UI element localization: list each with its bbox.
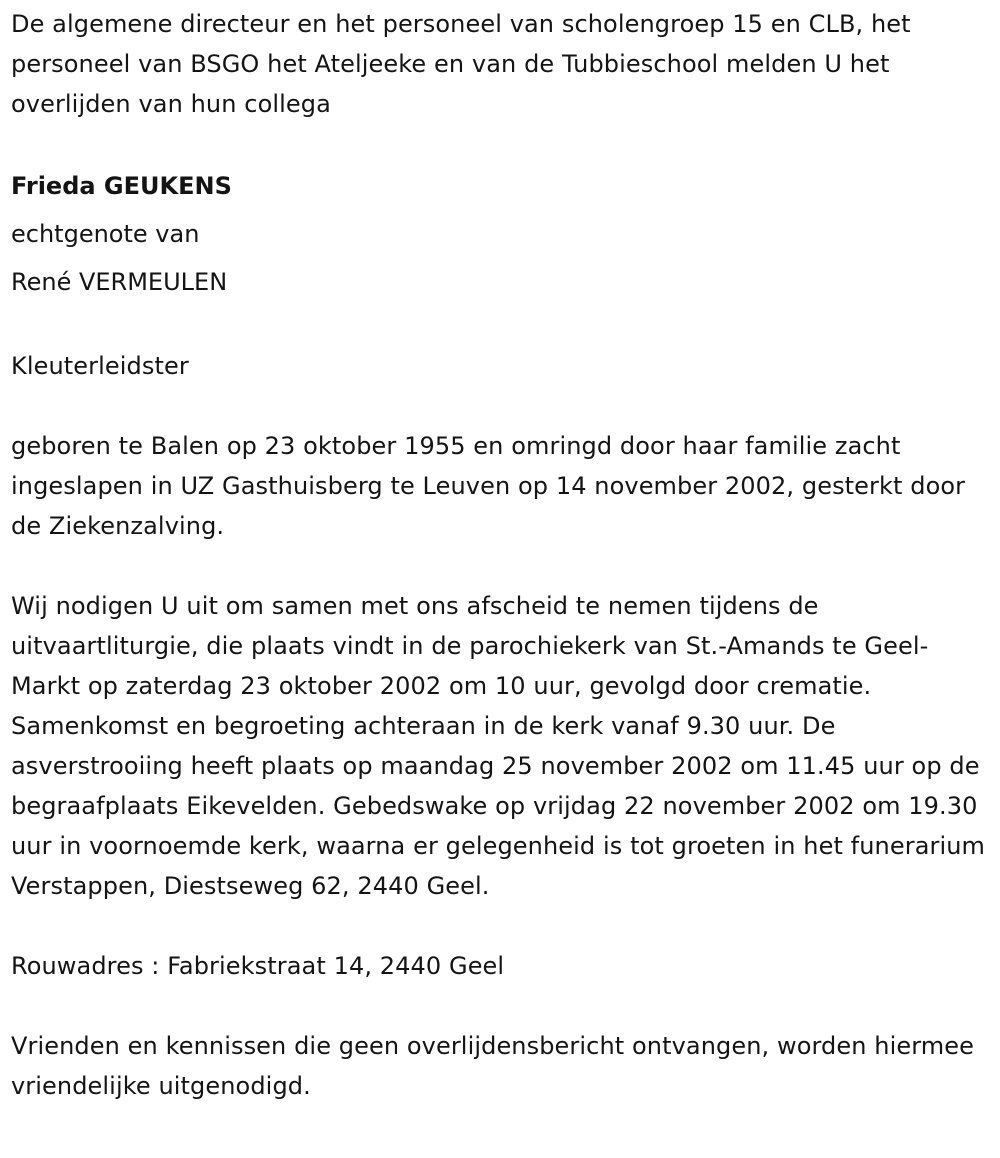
spacer <box>11 124 991 164</box>
invitation-paragraph: Wij nodigen U uit om samen met ons afscheid te nemen tijdens de uitvaartliturgie, die plaats vindt in de parochiekerk van St.-Amands te Geel-Markt op zaterdag 23 oktober 2002 om 10 uur, gevolgd door crematie. Samenkomst en begroeting achteraan in de kerk vanaf 9.30 uur. De asverstrooiing heeft plaats op maandag 25 november 2002 om 11.45 uur op de begraafplaats Eikevelden. Gebedswake op vrijdag 22 november 2002 om 19.30 uur in voornoemde kerk, waarna er gelegenheid is tot groeten in het funerarium Verstappen, Diestseweg 62, 2440 Geel. <box>11 592 986 900</box>
occupation: Kleuterleidster <box>11 352 189 380</box>
spacer <box>11 546 991 586</box>
deceased-name: Frieda GEUKENS <box>11 172 232 200</box>
relation-text: echtgenote van <box>11 220 200 248</box>
deceased-block <box>11 162 991 306</box>
spacer <box>11 306 991 346</box>
mourning-address: Rouwadres : Fabriekstraat 14, 2440 Geel <box>11 952 505 980</box>
spacer <box>11 906 991 946</box>
intro-paragraph: De algemene directeur en het personeel van scholengroep 15 en CLB, het personeel van BSGO het Ateljeeke en van de Tubbieschool melden U het overlijden van hun collega <box>11 10 911 118</box>
spacer <box>11 986 991 1026</box>
obituary-notice <box>11 4 991 1106</box>
spouse-name: René VERMEULEN <box>11 268 228 296</box>
closing-paragraph: Vrienden en kennissen die geen overlijdensbericht ontvangen, worden hiermee vriendelijke uitgenodigd. <box>11 1032 974 1100</box>
spacer <box>11 386 991 426</box>
birth-death-paragraph: geboren te Balen op 23 oktober 1955 en omringd door haar familie zacht ingeslapen in UZ Gasthuisberg te Leuven op 14 november 2002, gesterkt door de Ziekenzalving. <box>11 432 966 540</box>
